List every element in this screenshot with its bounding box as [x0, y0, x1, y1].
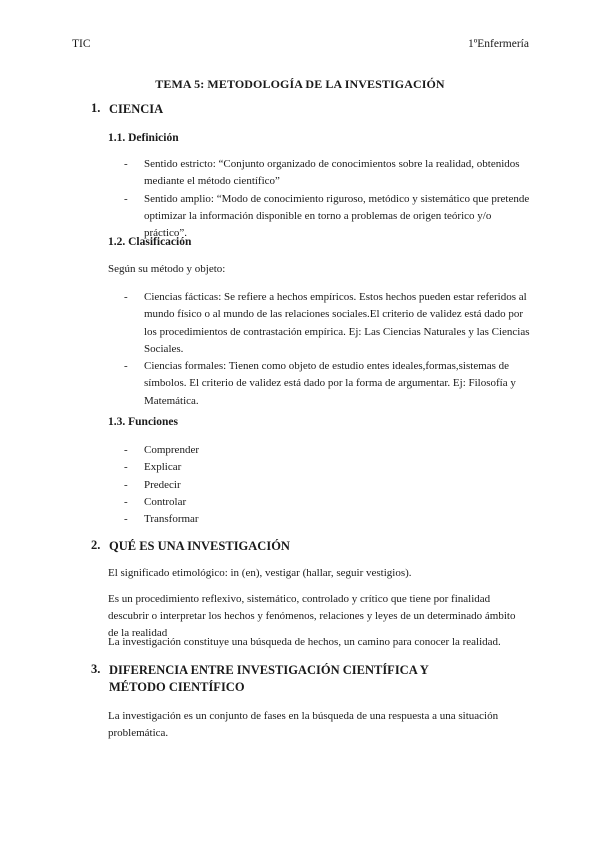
- list-item: - Predecir: [124, 477, 534, 494]
- paragraph: El significado etimológico: in (en), vestigar (hallar, seguir vestigios).: [108, 567, 412, 579]
- section-2-title: QUÉ ES UNA INVESTIGACIÓN: [109, 539, 290, 553]
- section-1-title: CIENCIA: [109, 102, 164, 116]
- section-1-heading: [91, 101, 163, 118]
- functions-list: [124, 442, 534, 528]
- section-3-number: 3.: [91, 662, 101, 676]
- classification-intro: Según su método y objeto:: [108, 263, 226, 275]
- list-item: - Transformar: [124, 511, 534, 528]
- section-3-heading: [91, 662, 469, 696]
- paragraph: Es un procedimiento reflexivo, sistemático, controlado y crítico que tiene por finalidad descubrir o interpretar los hechos y fenómenos, relaciones y leyes de un determinado ámbito de la realidad: [108, 593, 516, 639]
- list-item: - Ciencias formales: Tienen como objeto de estudio entes ideales,formas,sistemas de símbolos. El criterio de validez está dado por la forma de argumentar. Ej: Filosofía y Matemática.: [124, 358, 534, 410]
- list-item: - Sentido estricto: “Conjunto organizado de conocimientos sobre la realidad, obtenidos mediante el método científico”: [124, 156, 534, 191]
- list-item: - Comprender: [124, 442, 534, 459]
- list-item: - Ciencias fácticas: Se refiere a hechos empíricos. Estos hechos pueden estar referidos al mundo físico o al mundo de las relaciones sociales.El criterio de validez está dado por los procedimientos de contrastación empírica. Ej: Las Ciencias Naturales y las Ciencias Sociales.: [124, 289, 534, 358]
- definition-list: [124, 156, 534, 242]
- list-item: - Controlar: [124, 494, 534, 511]
- document-title: TEMA 5: METODOLOGÍA DE LA INVESTIGACIÓN: [155, 77, 445, 91]
- section-2-number: 2.: [91, 538, 101, 552]
- subsection-1-2-heading: 1.2. Clasificación: [108, 236, 192, 248]
- paragraph: La investigación es un conjunto de fases en la búsqueda de una respuesta a una situación problemática.: [108, 710, 499, 739]
- header-left: TIC: [72, 38, 91, 50]
- subsection-1-1-heading: 1.1. Definición: [108, 132, 179, 144]
- section-3-title: DIFERENCIA ENTRE INVESTIGACIÓN CIENTÍFICA Y MÉTODO CIENTÍFICO: [109, 663, 429, 694]
- paragraph: La investigación constituye una búsqueda de hechos, un camino para conocer la realidad.: [108, 636, 501, 648]
- header-right: 1ºEnfermería: [467, 38, 529, 50]
- section-2-heading: [91, 538, 290, 555]
- list-item: - Explicar: [124, 459, 534, 476]
- classification-list: [124, 289, 534, 410]
- list-item: - Sentido amplio: “Modo de conocimiento riguroso, metódico y sistemático que pretende optimizar la información disponible en torno a problemas de origen teórico y/o práctico”.: [124, 191, 534, 243]
- section-1-number: 1.: [91, 101, 101, 115]
- subsection-1-3-heading: 1.3. Funciones: [108, 416, 178, 428]
